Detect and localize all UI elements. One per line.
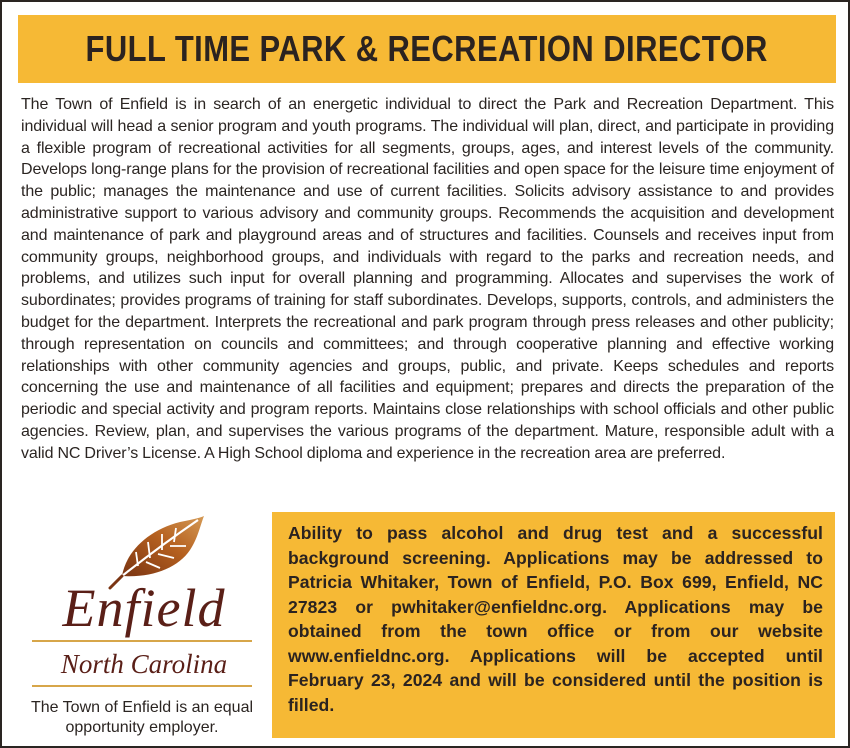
title-banner (18, 15, 836, 83)
page-title: FULL TIME PARK & RECREATION DIRECTOR (85, 28, 769, 69)
town-logo (20, 510, 265, 742)
application-box (272, 512, 835, 738)
logo-wordmark: Enfield (62, 578, 226, 638)
logo-divider-bottom (32, 685, 252, 687)
eeo-statement: The Town of Enfield is an equal opportunity employer. (30, 699, 254, 736)
application-info: Ability to pass alcohol and drug test and a successful background screening. Applications may be addressed to Patricia Whitaker, Town of Enfield, P.O. Box 699, Enfield, NC 27823 or pwhitaker@enfieldnc.org. Applications may be obtained from the town office or from our website www.enfieldnc.org. Applications will be accepted until February 23, 2024 and will be considered until the position is filled. (288, 523, 823, 715)
job-description: The Town of Enfield is in search of an energetic individual to direct the Park and Recreation Department. This individual will head a senior program and youth programs. The individual will plan, direct, and participate in providing a flexible program of recreational activities for all segments, groups, ages, and interest levels of the community. Develops long-range plans for the provision of recreational facilities and open space for the leisure time enjoyment of the public; manages the maintenance and use of current facilities. Solicits advisory assistance to and provides administrative support to various advisory and community groups. Recommends the acquisition and development and maintenance of park and playground areas and of structures and facilities. Counsels and receives input from community groups, neighborhood groups, and individuals with regard to the parks and recreation needs, and problems, and utilizes such input for overall planning and programming. Allocates and supervises the work of subordinates; provides programs of training for staff subordinates. Develops, supports, controls, and administers the budget for the department. Interprets the recreational and park program through press releases and other publicity; through representation on councils and committees; and through cooperative planning and effective working relationships with other community agencies and groups, public, and private. Keeps schedules and reports concerning the use and maintenance of all facilities and equipment; prepares and directs the preparation of the periodic and special activity and program reports. Maintains close relationships with school officials and other public agencies. Review, plan, and supervises the various programs of the department. Mature, responsible adult with a valid NC Driver’s License. A High School diploma and experience in the recreation area are preferred. (21, 96, 834, 462)
logo-divider-top (32, 640, 252, 642)
logo-state: North Carolina (60, 649, 228, 679)
